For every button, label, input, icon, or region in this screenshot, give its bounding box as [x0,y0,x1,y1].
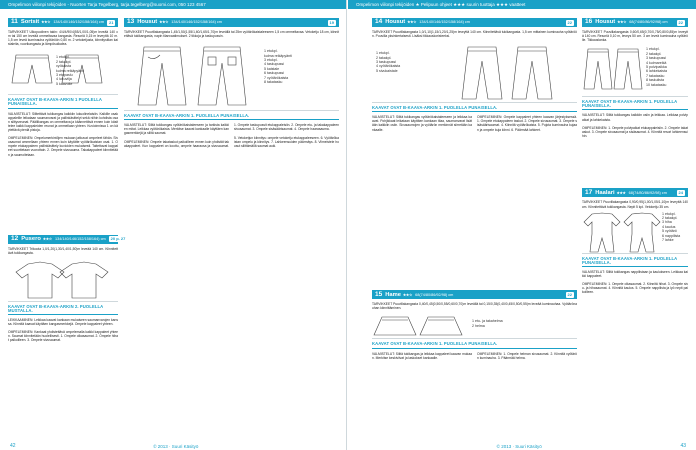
pattern-page-ref: 22 [567,19,572,25]
pattern-15-intro: TARVIKKEET Puuvillakangasta 0,40/0,45(0,50/0,55/0,60/0,70)m leveällä tai 0,15/0,35(0,40/0,45/0,50/0,55)m leveää kuminauhaa. Vyötärönauhan kiinnittäminen. [372,302,577,311]
pattern-12-intro: TARVIKKEET Trikoota 1,0/1,20(1,30/1,40/1,50)m leveää 140 cm. Kiinnitettävä tukikangasta. [8,246,118,255]
pattern-sizes: 134/140/146/152/158/164) cm [419,20,470,25]
pattern-11-instructions: VALMISTELUT: Silitettävä tukikangas kaikkiin lukuolinelaisiin. Kaikille osakappaleille leikataan saumanvarat ja pallinkäsittelyt sekä niihin kohdista osan silitysreunat. Päällikangas on ommeltava ja käännettävä ennen kuin käsittelee kaikki kappaleiden reunat ja ommellaan yhteen. Kuvioinnissa 1 on käytettävä pieniä pistoja. OMPELEMINEN: Ompelumerkintöjen mukaan jatkuvat ompeleet tähän. Sivusaumat ommellaan yhteen ennen kuin käytätte vyötärökaistan osat. 1. Ompele etukappaleen pallinkäsittely kuvioiden mukaisesti. Taitettavat kappaleet suoritetaan vuorottain. 2. Ompele sivusauma. Takakappaleet kiinnitetään ja saumoitetaan. [8,111,118,157]
pattern-14-instructions: VALMISTELUT: Silitä tukikangas vyötärökaistaleeseen ja leikkaa kaavat. Pohjikkaat leikataan käyttäen kankaan tilaa, saumanvarat lisätään kaikkiin osiin. Sivusaumojen ja vyötärön merkinnät siirretään kankaalle. OMPELEMINEN: Ompele kappaleet yhteen kaavan järjestyksessä. 1. Ompele etukappaleen taskut. 2. Ompele sivusaumat. 3. Ompele sisäsäärisaumat. 4. Kiinnitä vyötärökaista. 5. Pujota kuminauha kujaan ja ompele kuja kiinni. 6. Päärmää lahkeet. [372,115,577,132]
trousers-drawing [372,41,577,103]
pattern-page-ref: 24 [678,189,683,195]
right-column-2 [582,18,688,337]
right-page-number: 43 [680,443,686,449]
difficulty-stars: ★★☆ [407,20,417,25]
pattern-17-intro: TARVIKKEET Puuvillakangasta 0,90/0,95(1,00/1,05/1,10)m leveyttä 140 cm. Kiinnitettävä tukikangasta. Nepit 5 kpl. Vetoketju 35 cm. [582,200,688,209]
pattern-12-section-title: KAAVAT OVAT B-KAAVA-ARKIN 2. PUOLELLA MUSTALLA. [8,305,118,315]
pattern-name: Housut [385,19,406,26]
baby-trousers-drawing [582,45,688,97]
pattern-13-instructions: VALMISTELUT: Silitä tukikangas vyötärökaistaleeseen ja tarkista kaikkien mitat. Leikkaa vyötärökaista. Merkitse kaavat kankaalle käyttäen kangasmerkkejä ja silitä saumat. OMPELEMINEN: Ompele takataskut paikoilleen ennen kuin yhdistät takakappaleet. Kun kappaleet on koottu, ompele haaraosa ja sivusaumat. 1. Ompele taskupussit etukappaleisiin. 2. Ompele etu- ja takakappaleen sivusaumat. 3. Ompele sisäsäärisaumat. 4. Ompele haarasauma. 5. Vetoketjun kiinnitys: ompele vetoketju etukappaleeseen. 6. Vyötärökaistan ompelu ja kiinnitys. 7. Lahkeensuiden päärmäys. 8. Viimeistele housut silittämällä saumat auki. [124,123,339,148]
pattern-11-illustration [8,49,118,95]
pattern-11-section-title: KAAVAT OVAT B-KAAVA-ARKIN 1 PUOLELLA PUNAISELLA. [8,98,118,108]
difficulty-stars: ★★☆ [41,20,51,25]
pattern-17-instructions: VALMISTELUT: Silitä tukikangas nappilistaan ja kaulukseen. Leikkaa kaikki kappaleet. OMPELEMINEN: 1. Ompele olkasaumat. 2. Kiinnitä hihat. 3. Ompele sivu- ja hihasaumat. 4. Kiinnitä kaulus. 5. Ompele nappilista ja lyö nepit paikoilleen. [582,269,688,295]
pattern-11-intro: TARVIKKEET Ulkopuolinen takin: 4/4/4/90/4(55/1,00/1,05)m leveää 140 cm tai 150 cm leveää ommeltavaa kangasta. Resoriä 0,15 m leveyttä 10 m. 1,5 cm leveä kuminauha vyötäröön 0,80 m. 2 vetoketjusta, kiinnitystilan kaistaleita, vuorikangasta ja lämpösuikalea. [8,30,118,47]
pattern-13-header [124,18,339,27]
pattern-16-header [582,18,688,27]
pattern-16-intro: TARVIKKEET Puuvillakangasta 0,60/0,65(0,70/0,75/0,80/0,85)m leveyttä 140 cm. Resoriä 0,10 m, leveys 50 cm. 3 cm leveä kuminauha vyötärölle. Tikkauslanka. [582,30,688,43]
pattern-name: Housut [595,19,616,26]
pattern-page-ref: 22 [678,19,683,25]
pattern-16-section-title: KAAVAT OVAT B-KAAVA-ARKIN 1. PUOLELLA PUNAISELLA. [582,100,688,110]
pattern-11-legend: 1 etukpl. 2 takakpl. vyökaista kulma reikäpyänti 3 etupaslu 4 lukuvilja 5 kaavoite [56,55,84,86]
pattern-sizes: 134/140/146/152/158/164) cm [54,237,106,242]
difficulty-stars: ★★☆ [403,292,413,297]
pattern-13-section-title: KAAVAT OVAT B-KAAVA-ARKIN 1. PUOLELLA PUNAISELLA. [124,114,339,120]
left-footer-text: © 2013 · Suuri Käsityö [153,443,199,449]
pattern-14-legend: 1 etukpl. 2 takakpl. 3 taskupussi 4 vyötärökaista 5 sivukaistale [376,51,401,73]
pattern-name: Pusero [21,236,41,243]
pattern-16-illustration [582,45,688,97]
pattern-number: 14 [375,18,383,26]
right-column-1 [372,18,577,395]
pattern-number: 12 [11,235,19,243]
pattern-17-illustration [582,212,688,254]
pattern-name: Haalari [595,189,615,196]
pattern-13-legend: 1 etukpl. kulma reikäpyänti 3 etukpl. 4 taskupussi 5 kaistale 6 taskupussi 7 vyötärökaista 8 takatasku [264,49,292,85]
pattern-12-illustration [8,258,118,302]
pattern-12-instructions: LEIKKAAMINEN: Leikkaa kaavat kankaan mukaiseen saumanvarojen kanssa. Kiinnitä kaavat käyttäen kangasmerkkejä. Ompele kappaleet yhteen. OMPELEMINEN: Kankaat yhdistettävä ompelemalla kaikki kappaleet yhteen. Saumat kiinnitetään huolellisesti. 1. Ompele olkasaumat. 2. Ompele hihat paikoilleen. 3. Ompele sivusaumat. [8,317,118,343]
pattern-13-intro: TARVIKKEET Puuvillakangasta 1,45/1,50(1,55/1,60/1,65/1,70)m leveällä tai 25m vyötärökaistaleeseen 1,5 cm ommeltavaa. Vetoketju 18 cm, kiinnitettävä tukikangasta, napin tilanvaatimukset. 2 tikkoja ja taskupussin. [124,30,339,39]
pattern-sizes: 68(74/80/86/92/98) cm [628,190,667,195]
pattern-14-intro: TARVIKKEET Puuvillakangasta 1,0/1,10(1,15/1,20/1,25)m leveyttä 140 cm. Kiinnitettävä tukikangasta. 1,5 cm mittainen kuminauha vyötäröön. Puuvilla yksinkertaisesti. Lisäksi tikkauskoristeeksi. [372,30,577,39]
trousers-drawing [124,41,339,111]
pattern-number: 17 [585,188,593,196]
pattern-15-legend: 1 etu- ja takahelma 2 helma [472,319,503,328]
right-page [348,0,696,450]
pattern-sizes: 134/140/146/152/158/164) cm [171,20,222,25]
pattern-14-illustration [372,41,577,103]
pattern-sizes: 134/140/146/152/158/164) cm [53,20,104,25]
pattern-number: 11 [11,18,18,26]
pattern-16-legend: 1 etukpl. 2 takakpl. 3 taskupussi 4 kulmareikä 5 polvipaikka 6 lahkekaista 7 takatasku 8 taskulista 10 takatasku [646,47,667,87]
left-top-band: Ompelimon viilonpi tekijöiden - Nuorten Tarja Tegelberg, tarja.tegelberg@suomi.com, 050 123 4567 [0,0,346,9]
shirt-drawing [8,258,118,302]
pattern-sizes: 68(74/80/86/92/98) cm [629,20,668,25]
left-page [0,0,347,450]
pattern-sizes: 68(74/80/86/92/98) cm [415,292,454,297]
pattern-name: Hame [385,291,402,298]
pattern-page-ref: 21 [108,19,114,25]
difficulty-stars: ★★☆ [617,20,627,25]
pattern-name: Housut [137,19,158,26]
pattern-14-header [372,18,577,27]
pattern-13-illustration [124,41,339,111]
difficulty-stars: ★★★ [616,190,626,195]
pattern-12-header [8,235,126,244]
pattern-page-ref: 22 [567,291,572,297]
pattern-page-ref: 19 [329,19,334,25]
pattern-15-illustration [372,313,577,339]
pattern-17-legend: 1 etukpl. 2 takakpl. 3 hiha 4 kaulus 5 vyötärö 6 nappilista 7 lahke [662,211,681,243]
pattern-15-header [372,290,577,299]
left-column-2 [124,18,339,382]
pattern-number: 15 [375,290,383,298]
right-footer [348,442,696,450]
difficulty-stars: ★★☆ [159,20,169,25]
pattern-15-section-title: KAAVAT OVAT B-KAAVA-ARKIN 1. PUOLELLA PUNAISELLA. [372,342,577,348]
difficulty-stars: ★★☆ [42,237,52,242]
pattern-11-header [8,18,118,27]
pattern-14-section-title: KAAVAT OVAT B-KAAVA-ARKIN 1. PUOLELLA PUNAISELLA. [372,106,577,112]
left-footer [0,442,346,450]
pattern-name: Sortsit [20,19,40,26]
right-top-band: Ompelimon viilonpi tekijöiden ★ Pelipuun ohjeet ★★★ suurin tuottaja ★★★ vaatteet [348,0,696,9]
left-column-1 [8,18,126,401]
right-footer-text: © 2013 · Suuri Käsityö [496,443,542,449]
left-page-number: 42 [10,443,16,449]
pattern-15-instructions: VALMISTELUT: Silitä tukikangas ja leikkaa kappaleet kaavan mukaan. Merkitse keskiviivat ja laskokset kankaalle. OMPELEMINEN: 1. Ompele helman sivusaumat. 2. Kiinnitä vyötärön kuminauha. 3. Päärmää helma. [372,351,577,360]
pattern-number: 16 [585,18,593,26]
pattern-17-section-title: KAAVAT OVAT B-KAAVA-ARKIN 1. PUOLELLA PUNAISELLA. [582,257,688,267]
pattern-page-ref: 20 p. 27 [110,236,126,242]
pattern-16-instructions: VALMISTELUT: Silitä tukikangas kaikkiin osiin ja leikkaa. Leikkaa polvipaikat ja lahkekaista. OMPELEMINEN: 1. Ompele polvipaikat etukappaleisiin. 2. Ompele takataskut. 3. Ompele sivusaumat ja sisäsaumat. 4. Kiinnitä resori lahkeensuihin. [582,113,688,138]
pattern-17-header [582,188,688,197]
pattern-number: 13 [127,18,135,26]
